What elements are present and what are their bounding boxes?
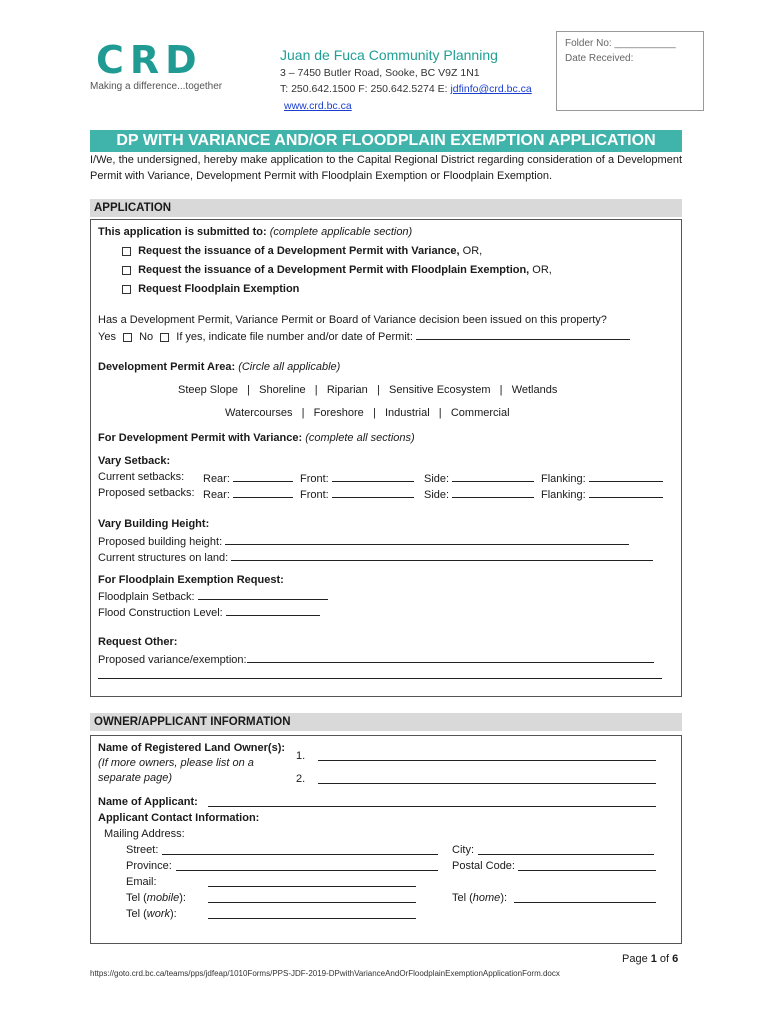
request-other-title: Request Other:: [98, 636, 178, 648]
floodplain-setback-label: Floodplain Setback:: [98, 591, 195, 603]
tel-work-field[interactable]: [208, 918, 416, 919]
street-label: Street:: [126, 844, 159, 856]
yes-label: Yes: [98, 331, 116, 343]
street-field[interactable]: [162, 854, 438, 855]
area-option[interactable]: Steep Slope: [178, 384, 238, 396]
owner-2-num: 2.: [296, 773, 306, 785]
page-prefix: Page: [622, 953, 651, 965]
applicant-contact-label: Applicant Contact Information:: [98, 812, 260, 824]
owner-hint-1: (If more owners, please list on a: [98, 757, 254, 769]
applicant-name-label: Name of Applicant:: [98, 796, 198, 808]
file-number-label: If yes, indicate file number and/or date of Permit:: [176, 331, 413, 343]
date-received: Date Received:: [565, 53, 634, 64]
current-flanking: [541, 470, 663, 486]
owner-1: [296, 749, 305, 763]
area-option[interactable]: Watercourses: [225, 407, 293, 419]
province-label: Province:: [126, 860, 172, 872]
prior-permit-question: Has a Development Permit, Variance Permit or Board of Variance decision been issued on this property?: [98, 314, 607, 326]
side-label: Side:: [424, 473, 450, 485]
checkbox-floodplain[interactable]: [122, 285, 131, 294]
owner-2: [296, 772, 305, 786]
office-use-box: [556, 31, 704, 111]
proposed-height-field[interactable]: [225, 533, 629, 545]
tel-work-label: [126, 907, 177, 921]
area-option[interactable]: Commercial: [450, 407, 510, 419]
current-side-field[interactable]: [452, 470, 534, 482]
dp-area-hint: (Circle all applicable): [238, 361, 341, 373]
current-rear-field[interactable]: [233, 470, 293, 482]
submitted-hint: (complete applicable section): [269, 226, 413, 238]
area-option[interactable]: Sensitive Ecosystem: [389, 384, 491, 396]
variance-hint: (complete all sections): [305, 432, 415, 444]
proposed-variance-field[interactable]: [247, 651, 654, 663]
form-title: DP WITH VARIANCE AND/OR FLOODPLAIN EXEMPTION APPLICATION: [90, 130, 682, 152]
current-front-field[interactable]: [332, 470, 414, 482]
tel-suffix: ):: [500, 892, 508, 904]
tel-home-word: home: [472, 892, 501, 904]
applicant-name-field[interactable]: [208, 806, 656, 807]
page-current: 1: [650, 953, 657, 965]
email-link[interactable]: jdfinfo@crd.bc.ca: [450, 83, 532, 95]
floodplain-request-title: For Floodplain Exemption Request:: [98, 574, 284, 586]
page-number: [622, 953, 678, 965]
tel-prefix: Tel (: [126, 892, 147, 904]
flanking-label: Flanking:: [541, 473, 586, 485]
owner-1-field[interactable]: [318, 760, 656, 761]
current-front: [300, 470, 414, 486]
submitted-label: This application is submitted to:: [98, 226, 267, 238]
current-structures: [98, 549, 653, 565]
proposed-setbacks-label: Proposed setbacks:: [98, 487, 195, 499]
tel-prefix: Tel (: [126, 908, 147, 920]
current-structures-label: Current structures on land:: [98, 552, 229, 564]
crd-logo: CRD: [96, 38, 203, 82]
tel-home-label: [452, 891, 507, 905]
option-floodplain-label: Request Floodplain Exemption: [138, 283, 300, 295]
option-dp-floodplain[interactable]: [122, 263, 552, 277]
folder-no: Folder No: ___________: [565, 38, 676, 49]
yes-checkbox[interactable]: [123, 333, 132, 342]
area-option[interactable]: Riparian: [326, 384, 368, 396]
tel-suffix: ):: [179, 892, 186, 904]
vary-setback-title: Vary Setback:: [98, 455, 171, 467]
flood-construction-label: Flood Construction Level:: [98, 607, 223, 619]
postal-label: Postal Code:: [452, 860, 515, 872]
current-rear: [203, 470, 293, 486]
rear-label: Rear:: [203, 473, 230, 485]
vary-height-title: Vary Building Height:: [98, 518, 210, 530]
registered-owner-label: Name of Registered Land Owner(s):: [98, 742, 286, 754]
proposed-height-label: Proposed building height:: [98, 536, 223, 548]
flood-construction-field[interactable]: [226, 604, 320, 616]
proposed-front: [300, 486, 414, 502]
area-option[interactable]: Shoreline: [259, 384, 306, 396]
org-address: 3 – 7450 Butler Road, Sooke, BC V9Z 1N1: [280, 67, 480, 79]
tel-work-word: work: [146, 908, 171, 920]
prior-permit-answer: [98, 328, 630, 344]
file-number-field[interactable]: [416, 328, 630, 340]
side-label: Side:: [424, 489, 450, 501]
tel-suffix: ):: [170, 908, 177, 920]
mailing-address-label: Mailing Address:: [104, 828, 185, 840]
document-path: https://goto.crd.bc.ca/teams/pps/jdfeap/1010Forms/PPS-JDF-2019-DPwithVarianceAndOrFloodplainExemptionApplicationForm.docx: [90, 969, 560, 978]
current-structures-field[interactable]: [231, 549, 653, 561]
checkbox-dp-variance[interactable]: [122, 247, 131, 256]
area-option[interactable]: Foreshore: [313, 407, 364, 419]
current-flanking-field[interactable]: [589, 470, 663, 482]
floodplain-setback: [98, 588, 328, 604]
proposed-height: [98, 533, 629, 549]
variance-label: For Development Permit with Variance:: [98, 432, 303, 444]
intro-paragraph: I/We, the undersigned, hereby make application to the Capital Regional District regarding consideration of a Development Permit with Variance, Development Permit with Floodplain Exemption or Floodplain Exemption.: [90, 154, 682, 182]
no-label: No: [139, 331, 154, 343]
proposed-variance-label: Proposed variance/exemption:: [98, 654, 247, 666]
org-name: Juan de Fuca Community Planning: [280, 47, 498, 63]
province-field[interactable]: [176, 870, 438, 871]
area-option[interactable]: Industrial: [385, 407, 430, 419]
proposed-variance: [98, 651, 654, 667]
page-total: 6: [672, 953, 679, 965]
proposed-flanking: [541, 486, 663, 502]
city-field[interactable]: [478, 854, 654, 855]
proposed-rear-field[interactable]: [233, 486, 293, 498]
front-label: Front:: [300, 489, 329, 501]
variance-section-title: [98, 431, 415, 445]
dp-area-row-1: Steep Slope | Shoreline | Riparian | Sensitive Ecosystem | Wetlands: [178, 384, 558, 396]
owner-2-field[interactable]: [318, 783, 656, 784]
option-floodplain[interactable]: [122, 282, 299, 296]
postal-field[interactable]: [518, 870, 656, 871]
option-dp-floodplain-label: Request the issuance of a Development Permit with Floodplain Exemption,: [138, 264, 530, 276]
proposed-flanking-field[interactable]: [589, 486, 663, 498]
owner-hint-2: separate page): [98, 772, 172, 784]
option-dp-floodplain-or: OR,: [529, 264, 552, 276]
email-label: Email:: [126, 876, 157, 888]
owner-heading: OWNER/APPLICANT INFORMATION: [90, 713, 682, 731]
page-of: of: [656, 953, 673, 965]
proposed-side-field[interactable]: [452, 486, 534, 498]
proposed-side: [424, 486, 534, 502]
rear-label: Rear:: [203, 489, 230, 501]
tel-home-field[interactable]: [514, 902, 656, 903]
website-link-wrap: [284, 100, 352, 112]
website-link[interactable]: www.crd.bc.ca: [284, 100, 352, 112]
dp-area-row-2: Watercourses | Foreshore | Industrial | Commercial: [225, 407, 510, 419]
checkbox-dp-floodplain[interactable]: [122, 266, 131, 275]
tel-mobile-word: mobile: [146, 892, 180, 904]
proposed-rear: [203, 486, 293, 502]
floodplain-setback-field[interactable]: [198, 588, 328, 600]
dp-area: [98, 360, 340, 374]
front-label: Front:: [300, 473, 329, 485]
proposed-front-field[interactable]: [332, 486, 414, 498]
option-dp-variance-or: OR,: [459, 245, 483, 257]
no-checkbox[interactable]: [160, 333, 169, 342]
current-setbacks-label: Current setbacks:: [98, 471, 185, 483]
city-label: City:: [452, 844, 474, 856]
email-field[interactable]: [208, 886, 416, 887]
option-dp-variance-label: Request the issuance of a Development Permit with Variance,: [138, 245, 460, 257]
org-contact: [280, 83, 532, 95]
logo-tagline: Making a difference...together: [90, 81, 223, 92]
contact-phones: T: 250.642.1500 F: 250.642.5274 E:: [280, 83, 451, 95]
submitted-to: [98, 225, 412, 239]
dp-area-label: Development Permit Area:: [98, 361, 236, 373]
area-option[interactable]: Wetlands: [511, 384, 558, 396]
tel-mobile-field[interactable]: [208, 902, 416, 903]
current-side: [424, 470, 534, 486]
option-dp-variance[interactable]: [122, 244, 482, 258]
owner-1-num: 1.: [296, 750, 306, 762]
proposed-variance-line-2[interactable]: [98, 678, 662, 679]
flood-construction: [98, 604, 320, 620]
tel-mobile-label: [126, 891, 186, 905]
application-heading: APPLICATION: [90, 199, 682, 217]
flanking-label: Flanking:: [541, 489, 586, 501]
tel-prefix: Tel (: [452, 892, 473, 904]
